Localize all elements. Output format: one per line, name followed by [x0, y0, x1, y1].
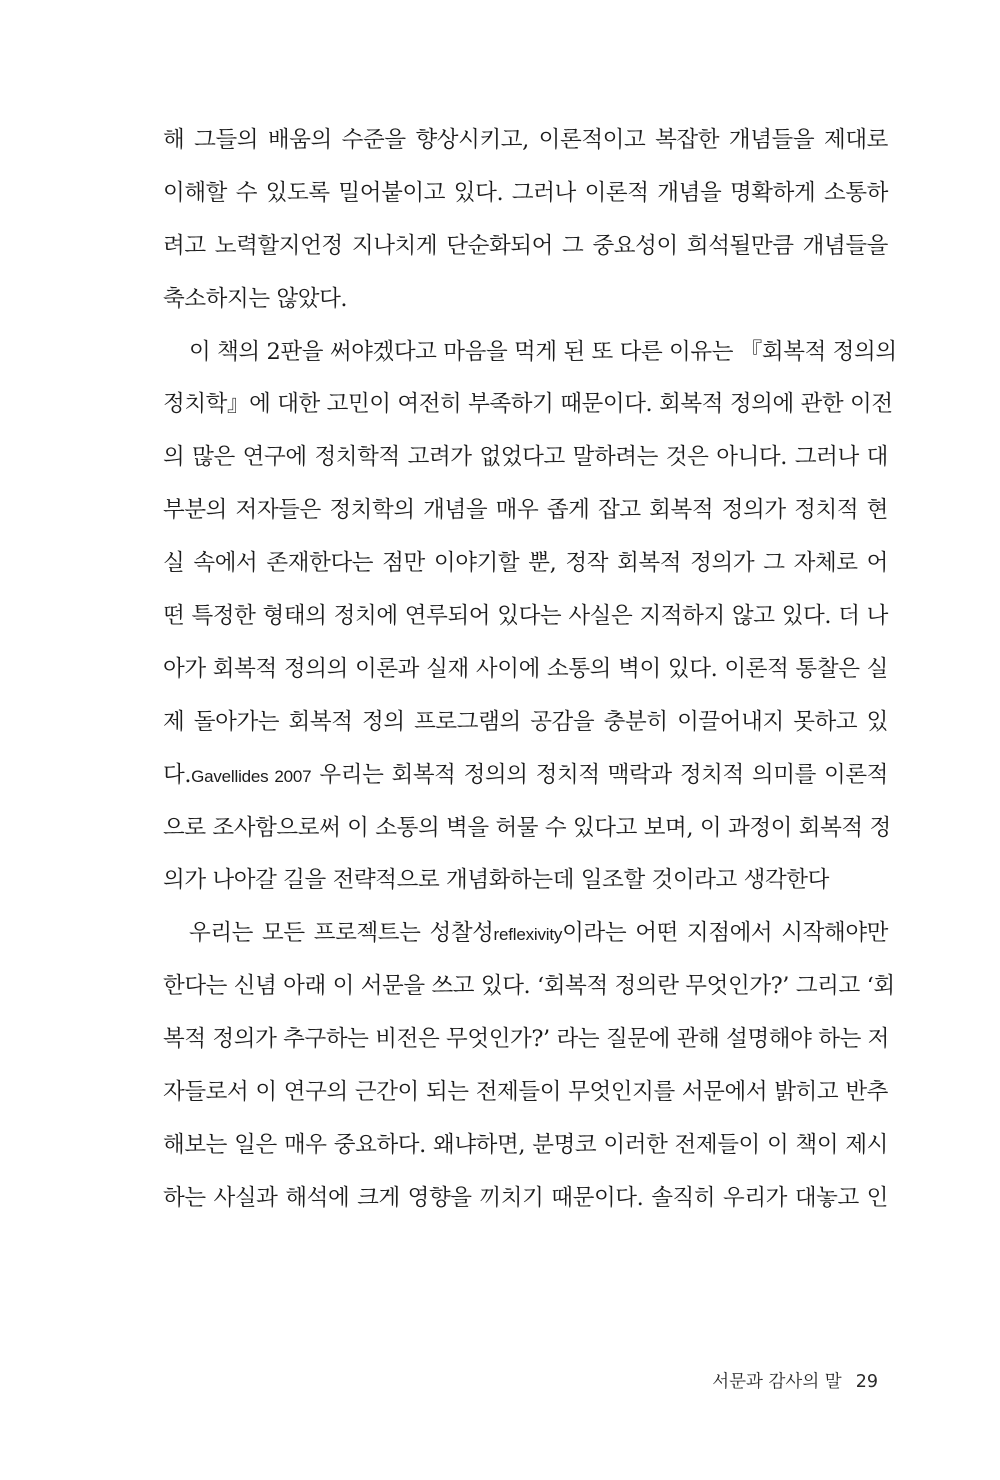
- text-line: 제 돌아가는 회복적 정의 프로그램의 공감을 충분히 이끌어내지 못하고 있: [163, 708, 888, 735]
- citation: Gavellides 2007: [191, 766, 312, 786]
- text-line: 의 많은 연구에 정치학적 고려가 없었다고 말하려는 것은 아니다. 그러나 대: [163, 444, 888, 471]
- text-line-with-citation: [163, 749, 888, 802]
- text-line: 으로 조사함으로써 이 소통의 벽을 허물 수 있다고 보며, 이 과정이 회복적 정: [163, 814, 891, 841]
- text-segment: 우리는 모든 프로젝트는 성찰성: [189, 920, 494, 947]
- running-title: 서문과 감사의 말: [712, 1372, 842, 1392]
- text-segment: 다.: [163, 761, 192, 788]
- text-segment: 이라는 어떤 지점에서 시작해야만: [562, 920, 888, 947]
- text-line: 떤 특정한 형태의 정치에 연루되어 있다는 사실은 지적하지 않고 있다. 더 나: [163, 603, 888, 630]
- text-line: 복적 정의가 추구하는 비전은 무엇인가?’ 라는 질문에 관해 설명해야 하는 저: [163, 1026, 889, 1053]
- page-footer: [712, 1368, 878, 1393]
- text-line: 실 속에서 존재한다는 점만 이야기할 뿐, 정작 회복적 정의가 그 자체로 어: [163, 550, 888, 577]
- text-line: 해보는 일은 매우 중요하다. 왜냐하면, 분명코 이러한 전제들이 이 책이 제시: [163, 1131, 888, 1158]
- text-line: 려고 노력할지언정 지나치게 단순화되어 그 중요성이 희석될만큼 개념들을: [163, 232, 888, 259]
- text-line: 아가 회복적 정의의 이론과 실재 사이에 소통의 벽이 있다. 이론적 통찰은 실: [163, 655, 888, 682]
- text-line: 해 그들의 배움의 수준을 향상시키고, 이론적이고 복잡한 개념들을 제대로: [163, 127, 888, 153]
- page-number: 29: [855, 1372, 878, 1392]
- text-line-with-term: [163, 907, 888, 960]
- text-line: 하는 사실과 해석에 크게 영향을 끼치기 때문이다. 솔직히 우리가 대놓고 인: [163, 1184, 888, 1211]
- text-line: 부분의 저자들은 정치학의 개념을 매우 좁게 잡고 회복적 정의가 정치적 현: [163, 497, 888, 524]
- text-line: 정치학』에 대한 고민이 여전히 부족하기 때문이다. 회복적 정의에 관한 이전: [163, 391, 893, 418]
- text-line: 이 책의 2판을 써야겠다고 마음을 먹게 된 또 다른 이유는 『회복적 정의의: [189, 338, 897, 365]
- text-line: 축소하지는 않았다.: [163, 285, 348, 312]
- text-line: 의가 나아갈 길을 전략적으로 개념화하는데 일조할 것이라고 생각한다: [163, 867, 829, 894]
- text-line: 이해할 수 있도록 밀어붙이고 있다. 그러나 이론적 개념을 명확하게 소통하: [163, 179, 888, 206]
- text-line: 한다는 신념 아래 이 서문을 쓰고 있다. ‘회복적 정의란 무엇인가?’ 그리고 ‘회: [163, 973, 895, 1000]
- english-term: reflexivity: [493, 925, 563, 945]
- body-text: [163, 114, 897, 1225]
- text-segment: 우리는 회복적 정의의 정치적 맥락과 정치적 의미를 이론적: [311, 761, 888, 788]
- text-line: 자들로서 이 연구의 근간이 되는 전제들이 무엇인지를 서문에서 밝히고 반추: [163, 1079, 888, 1106]
